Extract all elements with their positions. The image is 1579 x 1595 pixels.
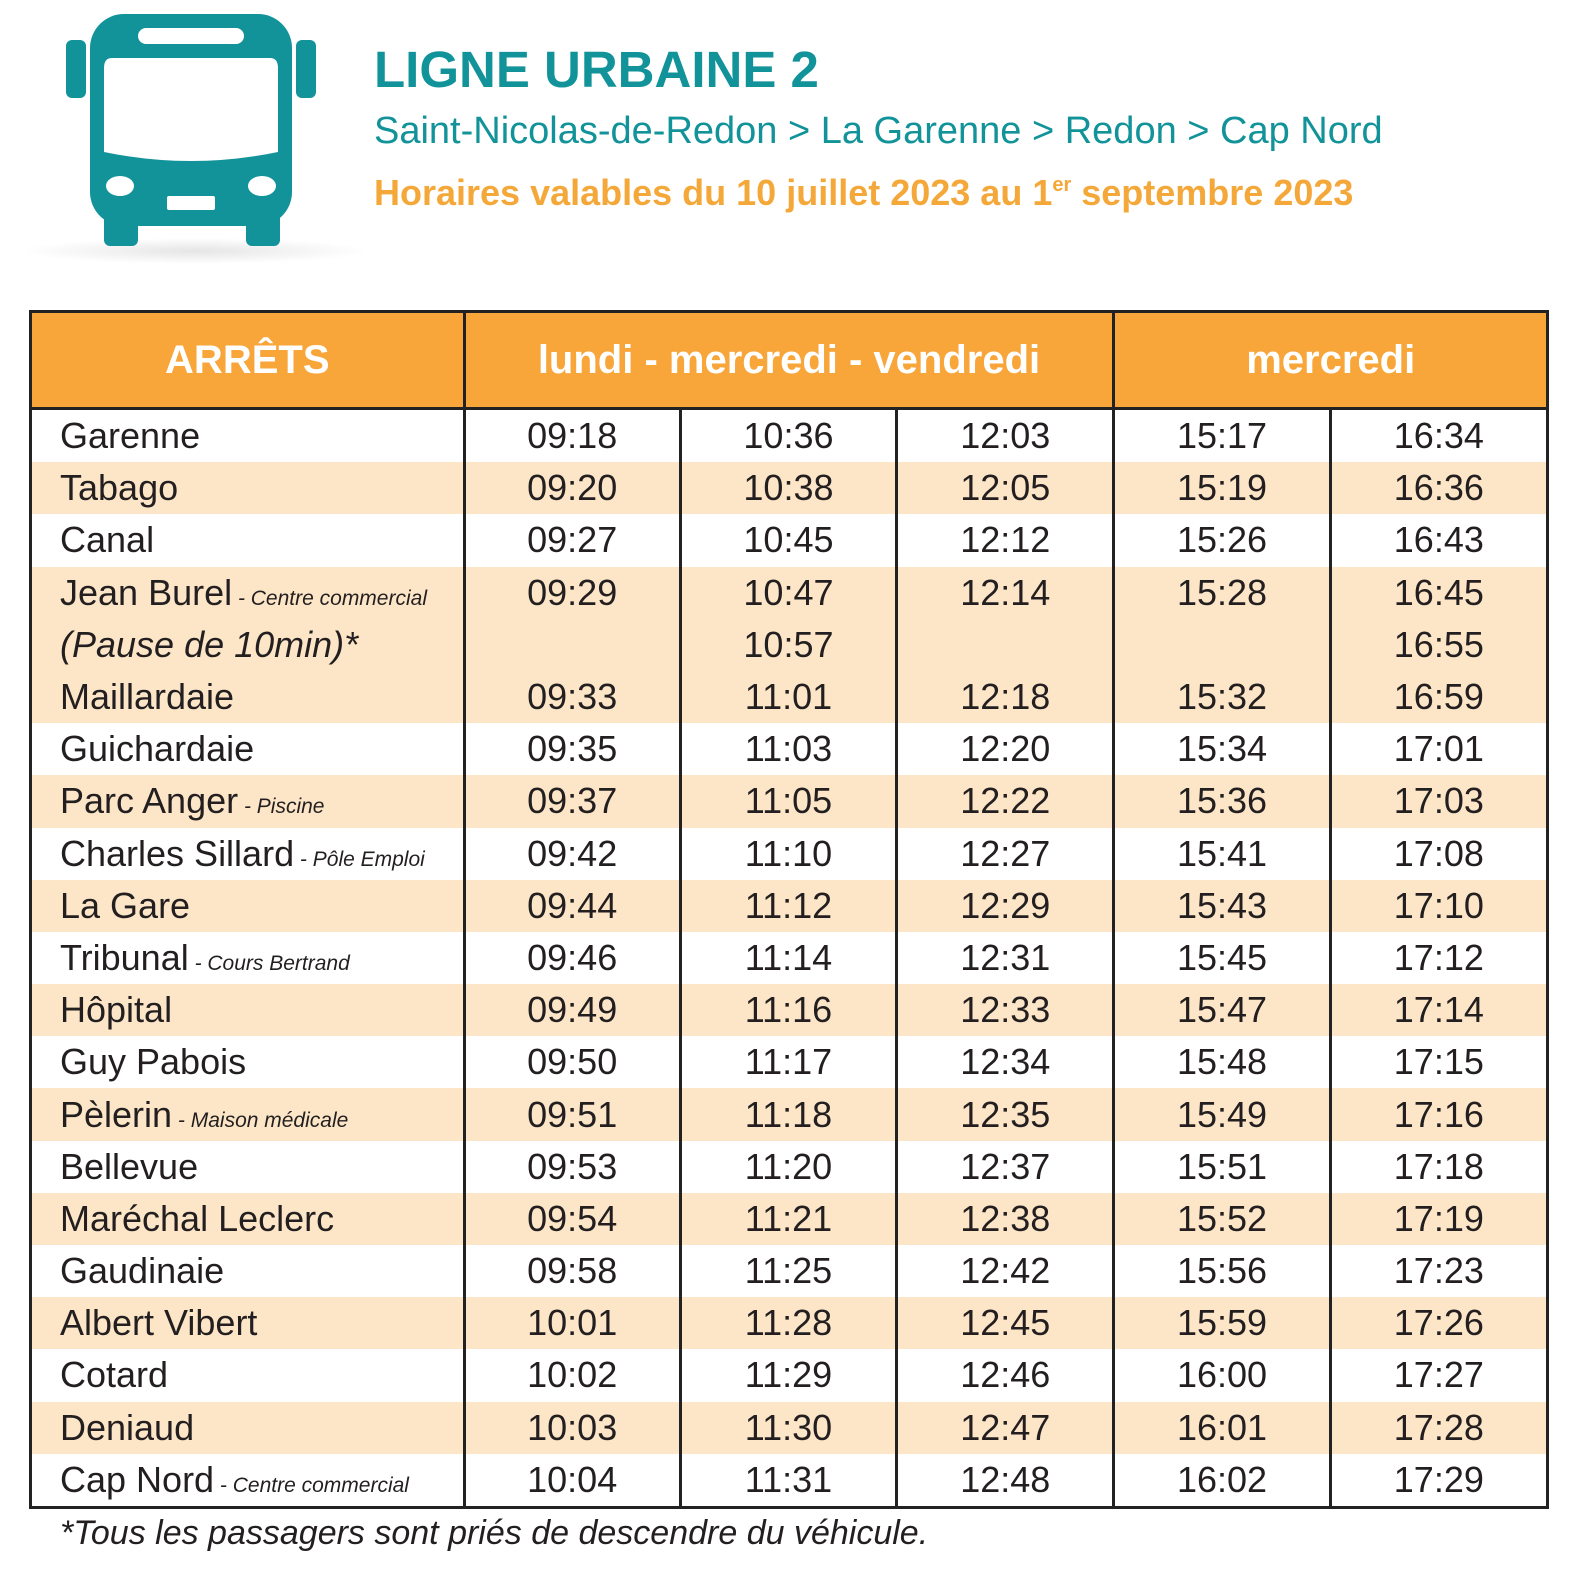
stop-subtitle: - Piscine: [238, 795, 325, 819]
stop-name: Bellevue: [60, 1145, 199, 1187]
stop-name: Canal: [60, 519, 155, 561]
table-row: [31, 1088, 1548, 1140]
time-cell: 15:28: [1114, 567, 1330, 619]
stop-name: Deniaud: [60, 1406, 195, 1448]
stop-name: Parc Anger: [60, 780, 239, 822]
time-cell: 15:32: [1114, 671, 1330, 723]
time-cell: 15:26: [1114, 514, 1330, 566]
header-stops: ARRÊTS: [31, 312, 465, 409]
time-cell: 16:01: [1114, 1402, 1330, 1454]
time-cell: 17:28: [1330, 1402, 1547, 1454]
stop-subtitle: - Cours Bertrand: [188, 951, 350, 975]
stop-cell: [31, 1349, 465, 1401]
time-cell: 17:10: [1330, 880, 1547, 932]
time-cell: 11:25: [680, 1245, 896, 1297]
stop-cell: [31, 775, 465, 827]
stop-name: Hôpital: [60, 989, 173, 1031]
time-cell: 16:00: [1114, 1349, 1330, 1401]
time-cell: 15:36: [1114, 775, 1330, 827]
time-cell: 10:03: [464, 1402, 680, 1454]
stop-cell: [31, 828, 465, 880]
stop-name: Charles Sillard: [60, 832, 295, 874]
stop-name: Cap Nord: [60, 1458, 215, 1500]
time-cell: 09:50: [464, 1036, 680, 1088]
stop-name: Gaudinaie: [60, 1250, 225, 1292]
time-cell: 12:33: [897, 984, 1114, 1036]
time-cell: 15:48: [1114, 1036, 1330, 1088]
time-cell: 10:36: [680, 409, 896, 463]
time-cell: 12:42: [897, 1245, 1114, 1297]
time-cell: 17:18: [1330, 1141, 1547, 1193]
time-cell: [464, 619, 680, 671]
time-cell: 15:45: [1114, 932, 1330, 984]
table-row: [31, 723, 1548, 775]
time-cell: 09:27: [464, 514, 680, 566]
time-cell: 11:14: [680, 932, 896, 984]
table-row: [31, 1454, 1548, 1508]
stop-subtitle: - Pôle Emploi: [294, 847, 425, 871]
time-cell: 09:35: [464, 723, 680, 775]
time-cell: 15:34: [1114, 723, 1330, 775]
stop-cell: [31, 1036, 465, 1088]
table-row: [31, 514, 1548, 566]
header: [374, 40, 1383, 216]
time-cell: 11:21: [680, 1193, 896, 1245]
time-cell: 10:57: [680, 619, 896, 671]
time-cell: 16:43: [1330, 514, 1547, 566]
time-cell: 12:03: [897, 409, 1114, 463]
time-cell: 09:46: [464, 932, 680, 984]
time-cell: 15:47: [1114, 984, 1330, 1036]
header-group-1: lundi - mercredi - vendredi: [464, 312, 1114, 409]
stop-cell: [31, 1245, 465, 1297]
time-cell: 09:29: [464, 567, 680, 619]
stop-cell: [31, 619, 465, 671]
stop-cell: [31, 1193, 465, 1245]
table-row: [31, 775, 1548, 827]
time-cell: 09:58: [464, 1245, 680, 1297]
time-cell: 10:02: [464, 1349, 680, 1401]
stop-cell: [31, 1297, 465, 1349]
time-cell: 12:34: [897, 1036, 1114, 1088]
time-cell: 12:12: [897, 514, 1114, 566]
time-cell: 12:46: [897, 1349, 1114, 1401]
time-cell: 12:47: [897, 1402, 1114, 1454]
time-cell: 11:29: [680, 1349, 896, 1401]
table-row: [31, 1297, 1548, 1349]
footnote: *Tous les passagers sont priés de descendre du véhicule.: [60, 1514, 929, 1552]
time-cell: 09:51: [464, 1088, 680, 1140]
stop-name: (Pause de 10min)*: [60, 623, 359, 665]
time-cell: 11:01: [680, 671, 896, 723]
time-cell: 15:51: [1114, 1141, 1330, 1193]
stop-name: Tabago: [60, 467, 179, 509]
stop-subtitle: - Centre commercial: [232, 586, 427, 610]
time-cell: 15:52: [1114, 1193, 1330, 1245]
table-row: [31, 1402, 1548, 1454]
table-row: [31, 462, 1548, 514]
stop-cell: [31, 1088, 465, 1140]
time-cell: 12:45: [897, 1297, 1114, 1349]
time-cell: 15:49: [1114, 1088, 1330, 1140]
time-cell: 11:10: [680, 828, 896, 880]
stop-name: Pèlerin: [60, 1093, 173, 1135]
time-cell: 17:08: [1330, 828, 1547, 880]
header-group-2: mercredi: [1114, 312, 1548, 409]
stop-cell: [31, 1454, 465, 1508]
time-cell: 12:14: [897, 567, 1114, 619]
time-cell: 12:22: [897, 775, 1114, 827]
time-cell: 17:27: [1330, 1349, 1547, 1401]
time-cell: 15:19: [1114, 462, 1330, 514]
time-cell: 10:47: [680, 567, 896, 619]
time-cell: 09:53: [464, 1141, 680, 1193]
time-cell: 11:17: [680, 1036, 896, 1088]
time-cell: 17:12: [1330, 932, 1547, 984]
time-cell: 17:14: [1330, 984, 1547, 1036]
time-cell: 16:02: [1114, 1454, 1330, 1508]
table-row: [31, 409, 1548, 463]
table-row: [31, 1245, 1548, 1297]
bus-icon: [10, 10, 380, 270]
time-cell: 09:37: [464, 775, 680, 827]
stop-subtitle: - Centre commercial: [214, 1473, 409, 1497]
table-row: [31, 932, 1548, 984]
time-cell: 12:05: [897, 462, 1114, 514]
time-cell: 09:20: [464, 462, 680, 514]
stop-name: La Gare: [60, 884, 191, 926]
stop-cell: [31, 932, 465, 984]
table-row: [31, 1141, 1548, 1193]
time-cell: 17:19: [1330, 1193, 1547, 1245]
time-cell: 11:05: [680, 775, 896, 827]
page-title: LIGNE URBAINE 2: [374, 41, 819, 98]
time-cell: 09:54: [464, 1193, 680, 1245]
stop-name: Tribunal: [60, 936, 189, 978]
table-row: [31, 567, 1548, 619]
validity-suffix: septembre 2023: [1071, 172, 1354, 213]
time-cell: 15:56: [1114, 1245, 1330, 1297]
stop-cell: [31, 723, 465, 775]
time-cell: 10:01: [464, 1297, 680, 1349]
bus-logo: [10, 10, 380, 270]
time-cell: 12:35: [897, 1088, 1114, 1140]
time-cell: 12:29: [897, 880, 1114, 932]
table-row: [31, 671, 1548, 723]
stop-name: Jean Burel: [60, 571, 233, 613]
time-cell: 11:20: [680, 1141, 896, 1193]
header-row: [31, 312, 1548, 409]
time-cell: 17:01: [1330, 723, 1547, 775]
time-cell: 09:49: [464, 984, 680, 1036]
time-cell: 11:18: [680, 1088, 896, 1140]
time-cell: 17:16: [1330, 1088, 1547, 1140]
time-cell: 17:29: [1330, 1454, 1547, 1508]
time-cell: 15:17: [1114, 409, 1330, 463]
table-row: [31, 619, 1548, 671]
stop-cell: [31, 514, 465, 566]
table-row: [31, 1349, 1548, 1401]
stop-name: Guy Pabois: [60, 1041, 247, 1083]
time-cell: 11:31: [680, 1454, 896, 1508]
time-cell: 16:59: [1330, 671, 1547, 723]
stop-name: Maillardaie: [60, 676, 235, 718]
time-cell: 09:33: [464, 671, 680, 723]
stop-cell: [31, 1402, 465, 1454]
time-cell: 16:55: [1330, 619, 1547, 671]
time-cell: 17:23: [1330, 1245, 1547, 1297]
validity-sup: er: [1052, 174, 1072, 196]
route-subtitle: Saint-Nicolas-de-Redon > La Garenne > Redon > Cap Nord: [374, 110, 1383, 152]
stop-name: Garenne: [60, 415, 201, 457]
time-cell: 15:43: [1114, 880, 1330, 932]
time-cell: 11:12: [680, 880, 896, 932]
time-cell: 11:03: [680, 723, 896, 775]
time-cell: 16:34: [1330, 409, 1547, 463]
time-cell: 17:15: [1330, 1036, 1547, 1088]
time-cell: 12:37: [897, 1141, 1114, 1193]
time-cell: 16:45: [1330, 567, 1547, 619]
time-cell: 12:20: [897, 723, 1114, 775]
time-cell: 12:18: [897, 671, 1114, 723]
table-row: [31, 1036, 1548, 1088]
time-cell: 12:48: [897, 1454, 1114, 1508]
timetable: [29, 310, 1549, 1509]
time-cell: 09:42: [464, 828, 680, 880]
stop-cell: [31, 567, 465, 619]
stop-cell: [31, 462, 465, 514]
time-cell: 10:04: [464, 1454, 680, 1508]
time-cell: 15:41: [1114, 828, 1330, 880]
validity-prefix: Horaires valables du 10 juillet 2023 au 1: [374, 172, 1053, 213]
time-cell: 11:28: [680, 1297, 896, 1349]
time-cell: 12:38: [897, 1193, 1114, 1245]
time-cell: 16:36: [1330, 462, 1547, 514]
time-cell: 09:44: [464, 880, 680, 932]
validity-dates: [374, 170, 1383, 216]
time-cell: 09:18: [464, 409, 680, 463]
table-row: [31, 880, 1548, 932]
stop-subtitle: - Maison médicale: [172, 1108, 349, 1132]
stop-cell: [31, 880, 465, 932]
time-cell: [897, 619, 1114, 671]
stop-name: Guichardaie: [60, 728, 255, 770]
stop-cell: [31, 1141, 465, 1193]
stop-cell: [31, 984, 465, 1036]
time-cell: 17:26: [1330, 1297, 1547, 1349]
time-cell: 10:45: [680, 514, 896, 566]
stop-cell: [31, 671, 465, 723]
table-row: [31, 1193, 1548, 1245]
stop-name: Maréchal Leclerc: [60, 1197, 335, 1239]
time-cell: 12:27: [897, 828, 1114, 880]
time-cell: [1114, 619, 1330, 671]
table-row: [31, 984, 1548, 1036]
time-cell: 10:38: [680, 462, 896, 514]
time-cell: 15:59: [1114, 1297, 1330, 1349]
stop-cell: [31, 409, 465, 463]
time-cell: 11:16: [680, 984, 896, 1036]
time-cell: 17:03: [1330, 775, 1547, 827]
time-cell: 12:31: [897, 932, 1114, 984]
stop-name: Albert Vibert: [60, 1302, 258, 1344]
stop-name: Cotard: [60, 1354, 169, 1396]
table-row: [31, 828, 1548, 880]
time-cell: 11:30: [680, 1402, 896, 1454]
